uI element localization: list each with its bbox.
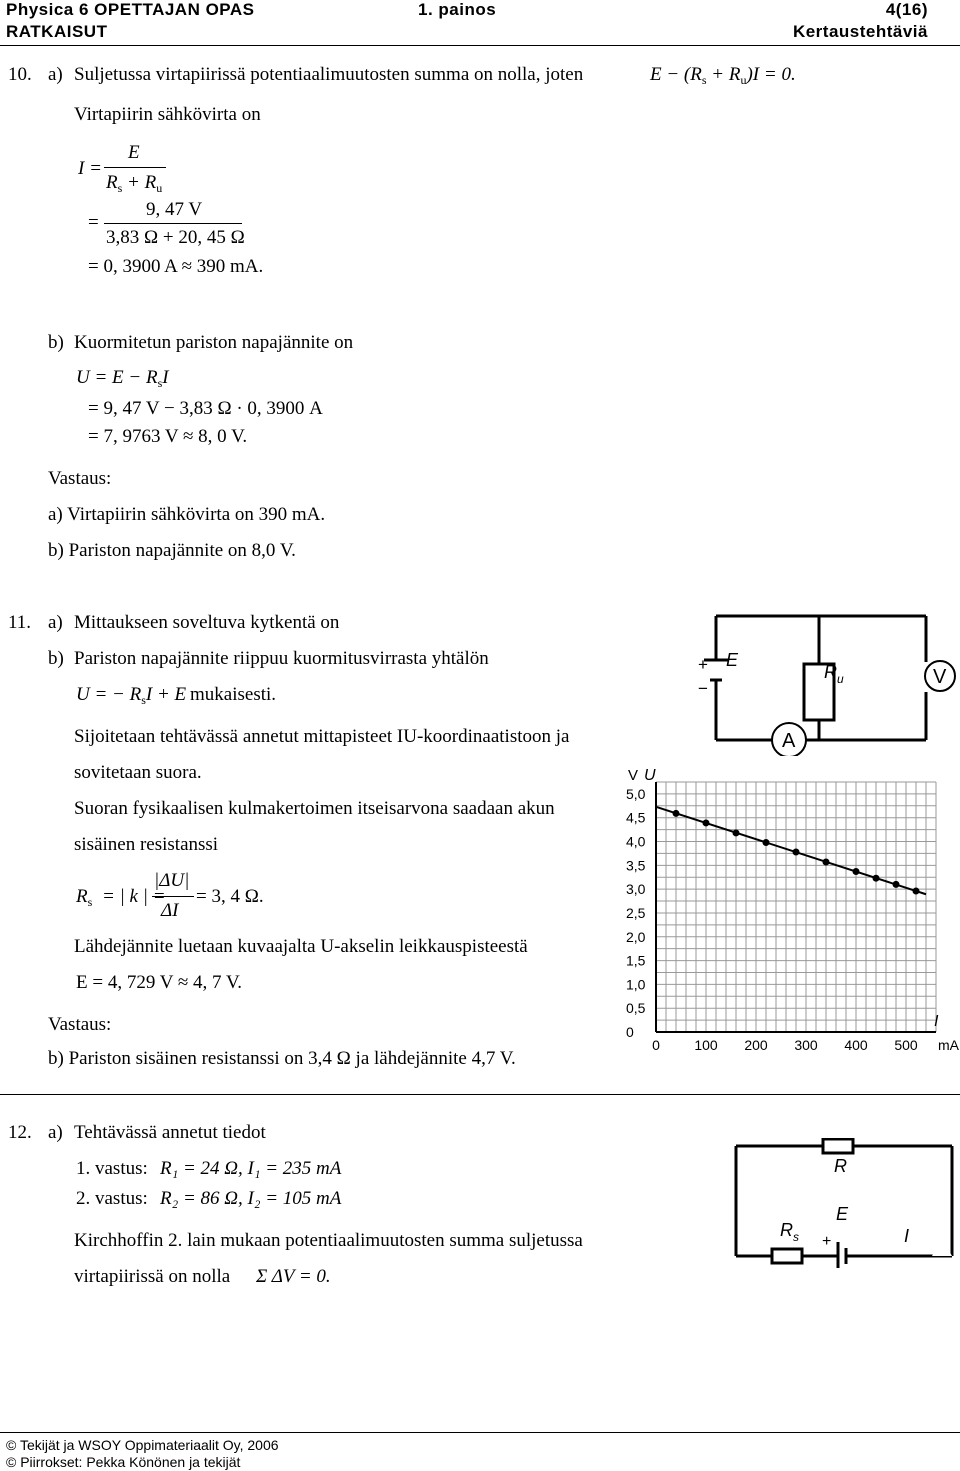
p12-resistor1-label: 1. vastus:: [76, 1158, 148, 1179]
resistor-rs: [772, 1249, 802, 1263]
p10-a-label: a): [48, 64, 63, 85]
y-tick-label: 4,0: [626, 833, 646, 850]
rs-label: $R_s$: [780, 1220, 799, 1244]
y-tick-label: 3,5: [626, 857, 646, 874]
p10-fraction2-numerator: 9, 47 V: [146, 199, 203, 220]
battery-plus: +: [698, 655, 708, 674]
p11-emf-equation: E = 4, 729 V ≈ 4, 7 V.: [76, 972, 242, 993]
p12-a-text: Tehtävässä annetut tiedot: [74, 1122, 266, 1143]
p11-a-label: a): [48, 612, 63, 633]
p11-a-text: Mittaukseen soveltuva kytkentä on: [74, 612, 340, 633]
p11-resistance-numerator: |ΔU|: [154, 870, 190, 891]
ui-chart: [616, 764, 960, 1064]
x-tick-label: 400: [844, 1037, 868, 1053]
p10-b-label: b): [48, 332, 64, 353]
p11-line5: Lähdejännite luetaan kuvaajalta U-akselin leikkauspisteestä: [74, 936, 528, 957]
r-label: R: [834, 1156, 847, 1176]
p10-fraction1-numerator: E: [128, 142, 140, 163]
p10-kirchhoff-equation: $E - (R_s + R_u)I = 0$.: [650, 64, 796, 87]
y-tick-label: 0: [626, 1024, 634, 1040]
battery2-plus: +: [822, 1233, 832, 1250]
p12-sum-equation: Σ ΔV = 0.: [256, 1266, 331, 1287]
y-unit-label: V: [628, 767, 639, 784]
p10-b-text: Kuormitetun pariston napajännite on: [74, 332, 354, 353]
p10-fraction2-denominator: 3,83 Ω + 20, 45 Ω: [106, 227, 245, 248]
p11-resistance-lhs: $R_s$: [76, 886, 93, 909]
data-point: [793, 849, 800, 856]
p11-line2: sovitetaan suora.: [74, 762, 202, 783]
p11-voltage-equation: U = − $R_sI + E$: [76, 684, 187, 707]
x-tick-label: 200: [744, 1037, 768, 1053]
ru-label: $R_u$: [824, 662, 844, 686]
p11-resistance-abs-k: = | k | =: [102, 886, 166, 907]
i-label: I: [904, 1226, 910, 1246]
data-point: [733, 829, 740, 836]
kirchhoff-circuit-diagram: [728, 1138, 960, 1268]
problem-11-number: 11.: [8, 612, 32, 633]
divider-before-12: [0, 1094, 960, 1095]
p10-current-lhs: I =: [78, 158, 102, 179]
p10-answer-label: Vastaus:: [48, 468, 112, 489]
e2-label: E: [836, 1204, 849, 1224]
header-rule: [0, 45, 960, 46]
data-point: [853, 868, 860, 875]
edition-label: 1. painos: [418, 0, 497, 19]
p11-eq-tail: mukaisesti.: [190, 684, 277, 705]
p10-current-result: = 0, 3900 A ≈ 390 mA.: [88, 256, 264, 277]
problem-12-number: 12.: [8, 1122, 32, 1143]
x-tick-label: 300: [794, 1037, 818, 1053]
x-unit-label: mA: [938, 1037, 959, 1053]
voltmeter-label: V: [933, 666, 947, 688]
y-tick-label: 0,5: [626, 1000, 646, 1017]
data-point: [673, 810, 680, 817]
data-point: [823, 859, 830, 866]
problem-10-number: 10.: [8, 64, 32, 85]
measurement-circuit-diagram: [690, 606, 960, 756]
x-tick-label: 0: [652, 1037, 660, 1053]
y-tick-label: 3,0: [626, 881, 646, 898]
p12-line1: Kirchhoffin 2. lain mukaan potentiaalimuutosten summa suljetussa: [74, 1230, 583, 1251]
p11-b-text: Pariston napajännite riippuu kuormitusvirrasta yhtälön: [74, 648, 489, 669]
x-tick-label: 100: [694, 1037, 718, 1053]
p10-equals: =: [88, 212, 99, 233]
p11-resistance-result: = 3, 4 Ω.: [196, 886, 264, 907]
footer-illustrations: © Piirrokset: Pekka Könönen ja tekijät: [6, 1454, 241, 1470]
p11-resistance-denominator: ΔI: [161, 900, 179, 921]
y-tick-label: 2,5: [626, 904, 646, 921]
resistor-r: [823, 1139, 853, 1153]
p10-voltage-line3: = 7, 9763 V ≈ 8, 0 V.: [88, 426, 248, 447]
data-point: [893, 881, 900, 888]
data-point: [763, 839, 770, 846]
battery-minus: −: [698, 679, 708, 698]
p10-answer-a: a) Virtapiirin sähkövirta on 390 mA.: [48, 504, 326, 525]
chapter-label: Kertaustehtäviä: [792, 22, 928, 41]
x-axis-label: I: [934, 1013, 939, 1030]
y-tick-label: 2,0: [626, 928, 646, 945]
p12-resistor2-label: 2. vastus:: [76, 1188, 148, 1209]
p10-fraction2-bar: [104, 223, 242, 224]
p11-line3: Suoran fysikaalisen kulmakertoimen itseisarvona saadaan akun: [74, 798, 555, 819]
y-tick-label: 1,0: [626, 976, 646, 993]
y-tick-label: 5,0: [626, 785, 646, 802]
footer-copyright: © Tekijät ja WSOY Oppimateriaalit Oy, 2006: [6, 1437, 279, 1453]
p12-a-label: a): [48, 1122, 63, 1143]
y-tick-label: 4,5: [626, 809, 646, 826]
x-tick-label: 500: [894, 1037, 918, 1053]
p10-fraction1-bar: [104, 167, 166, 168]
p10-a-text: Suljetussa virtapiirissä potentiaalimuutosten summa on nolla, joten: [74, 64, 584, 85]
p10-fraction1-denominator: $R_s + R_u$: [106, 172, 163, 195]
p10-answer-b: b) Pariston napajännite on 8,0 V.: [48, 540, 296, 561]
p10-current-text: Virtapiirin sähkövirta on: [74, 104, 261, 125]
p10-voltage-line1: $U = E - R_sI$: [76, 367, 169, 390]
p11-answer-b: b) Pariston sisäinen resistanssi on 3,4 Ω ja lähdejännite 4,7 V.: [48, 1048, 516, 1069]
section-label: RATKAISUT: [6, 22, 108, 41]
p12-line2: virtapiirissä on nolla: [74, 1266, 231, 1287]
book-title: Physica 6 OPETTAJAN OPAS: [6, 0, 255, 19]
y-tick-label: 1,5: [626, 952, 646, 969]
emf-label: E: [726, 650, 739, 670]
p11-b-label: b): [48, 648, 64, 669]
footer-rule: [0, 1432, 960, 1433]
data-point: [873, 875, 880, 882]
p12-resistor1-values: R₁ = 24 Ω, I₁ = 235 mA: [160, 1158, 342, 1179]
p11-line4: sisäinen resistanssi: [74, 834, 219, 855]
p11-answer-label: Vastaus:: [48, 1014, 112, 1035]
y-axis-label: U: [644, 767, 656, 784]
ammeter-label: A: [782, 730, 796, 752]
p12-resistor2-values: R₂ = 86 Ω, I₂ = 105 mA: [160, 1188, 342, 1209]
p11-line1: Sijoitetaan tehtävässä annetut mittapisteet IU-koordinaatistoon ja: [74, 726, 570, 747]
data-point: [913, 888, 920, 895]
data-point: [703, 819, 710, 826]
page-number: 4(16): [885, 0, 928, 19]
p11-resistance-bar: [152, 896, 194, 897]
p10-voltage-line2: = 9, 47 V − 3,83 Ω · 0, 3900 A: [88, 398, 323, 419]
